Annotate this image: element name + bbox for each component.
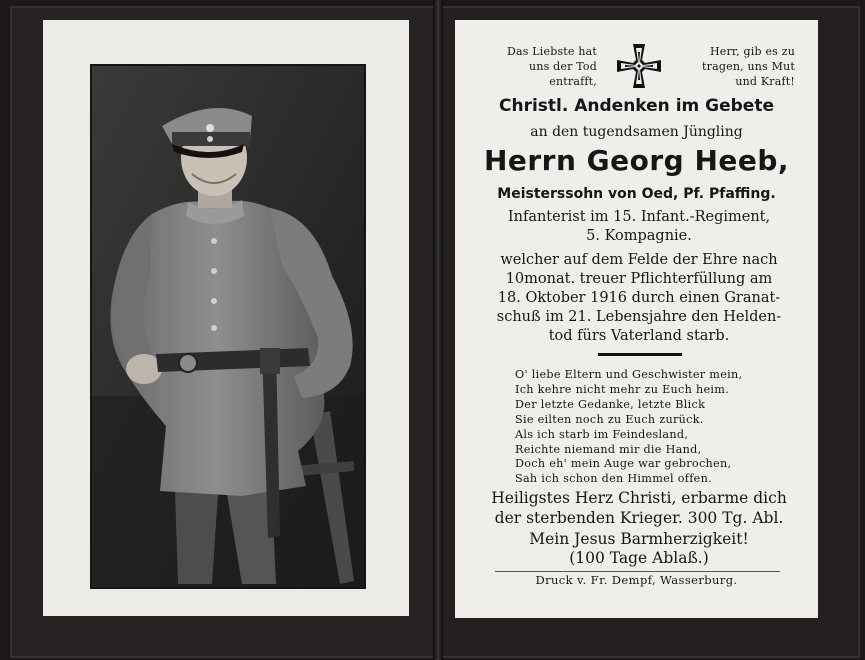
motto-right-line: tragen, uns Mut (702, 60, 795, 73)
death-text-line: welcher auf dem Felde der Ehre nach (500, 252, 778, 268)
poem-line: Ich kehre nicht mehr zu Euch heim. (515, 382, 730, 396)
poem-line: Sah ich schon den Himmel offen. (515, 472, 712, 486)
origin-line: Meisterssohn von Oed, Pf. Pfaffing. (497, 186, 776, 202)
regiment-line: Infanterist im 15. Infant.-Regiment, (507, 209, 771, 225)
motto-left-line: uns der Tod (529, 60, 597, 73)
printer-credit: Druck v. Fr. Dempf, Wasserburg. (535, 573, 738, 587)
poem-line: Der letzte Gedanke, letzte Blick (515, 397, 706, 411)
iron-cross-icon (615, 42, 663, 90)
motto-left (485, 44, 597, 89)
motto-left-line: entrafft, (549, 75, 597, 88)
death-text-line: 10monat. treuer Pflichterfüllung am (505, 271, 773, 287)
deceased-name: Herrn Georg Heeb, (483, 144, 790, 177)
motto-right-line: Herr, gib es zu (709, 45, 795, 58)
poem-line: O' liebe Eltern und Geschwister mein, (515, 368, 743, 381)
poem-line: Reichte niemand mir die Hand, (515, 442, 702, 456)
regiment-line: 5. Kompagnie. (586, 228, 692, 244)
soldier-portrait-drawing (92, 66, 364, 587)
death-text-line: schuß im 21. Lebensjahre den Helden- (496, 309, 782, 325)
death-text-block (481, 251, 797, 346)
prayer-line: Heiligstes Herz Christi, erbarme dich (491, 489, 787, 507)
prayer-line: (100 Tage Ablaß.) (569, 549, 709, 567)
poem (515, 368, 742, 487)
poem-line: Sie eilten noch zu Euch zurück. (515, 412, 704, 426)
divider-rule (598, 353, 682, 356)
death-text-line: tod fürs Vaterland starb. (548, 328, 730, 344)
prayer-line: der sterbenden Krieger. 300 Tg. Abl. (494, 509, 784, 527)
motto-right (677, 44, 795, 89)
text-card (455, 20, 818, 618)
prayer-sacred-heart (481, 488, 797, 528)
soldier-portrait (90, 64, 366, 589)
fold-spine (433, 0, 443, 660)
poem-line: Als ich starb im Feindesland, (515, 427, 689, 441)
printer-divider (495, 571, 780, 572)
prayer-mercy (481, 530, 797, 568)
motto-left-line: Das Liebste hat (506, 45, 597, 58)
heading: Christl. Andenken im Gebete (499, 96, 774, 116)
death-text-line: 18. Oktober 1916 durch einen Granat- (497, 290, 781, 306)
prayer-line: Mein Jesus Barmherzigkeit! (529, 530, 749, 548)
motto-right-line: und Kraft! (735, 75, 795, 88)
regiment-block (481, 208, 797, 246)
subheading: an den tugendsamen Jüngling (530, 124, 743, 140)
poem-line: Doch eh' mein Auge war gebrochen, (515, 457, 732, 471)
